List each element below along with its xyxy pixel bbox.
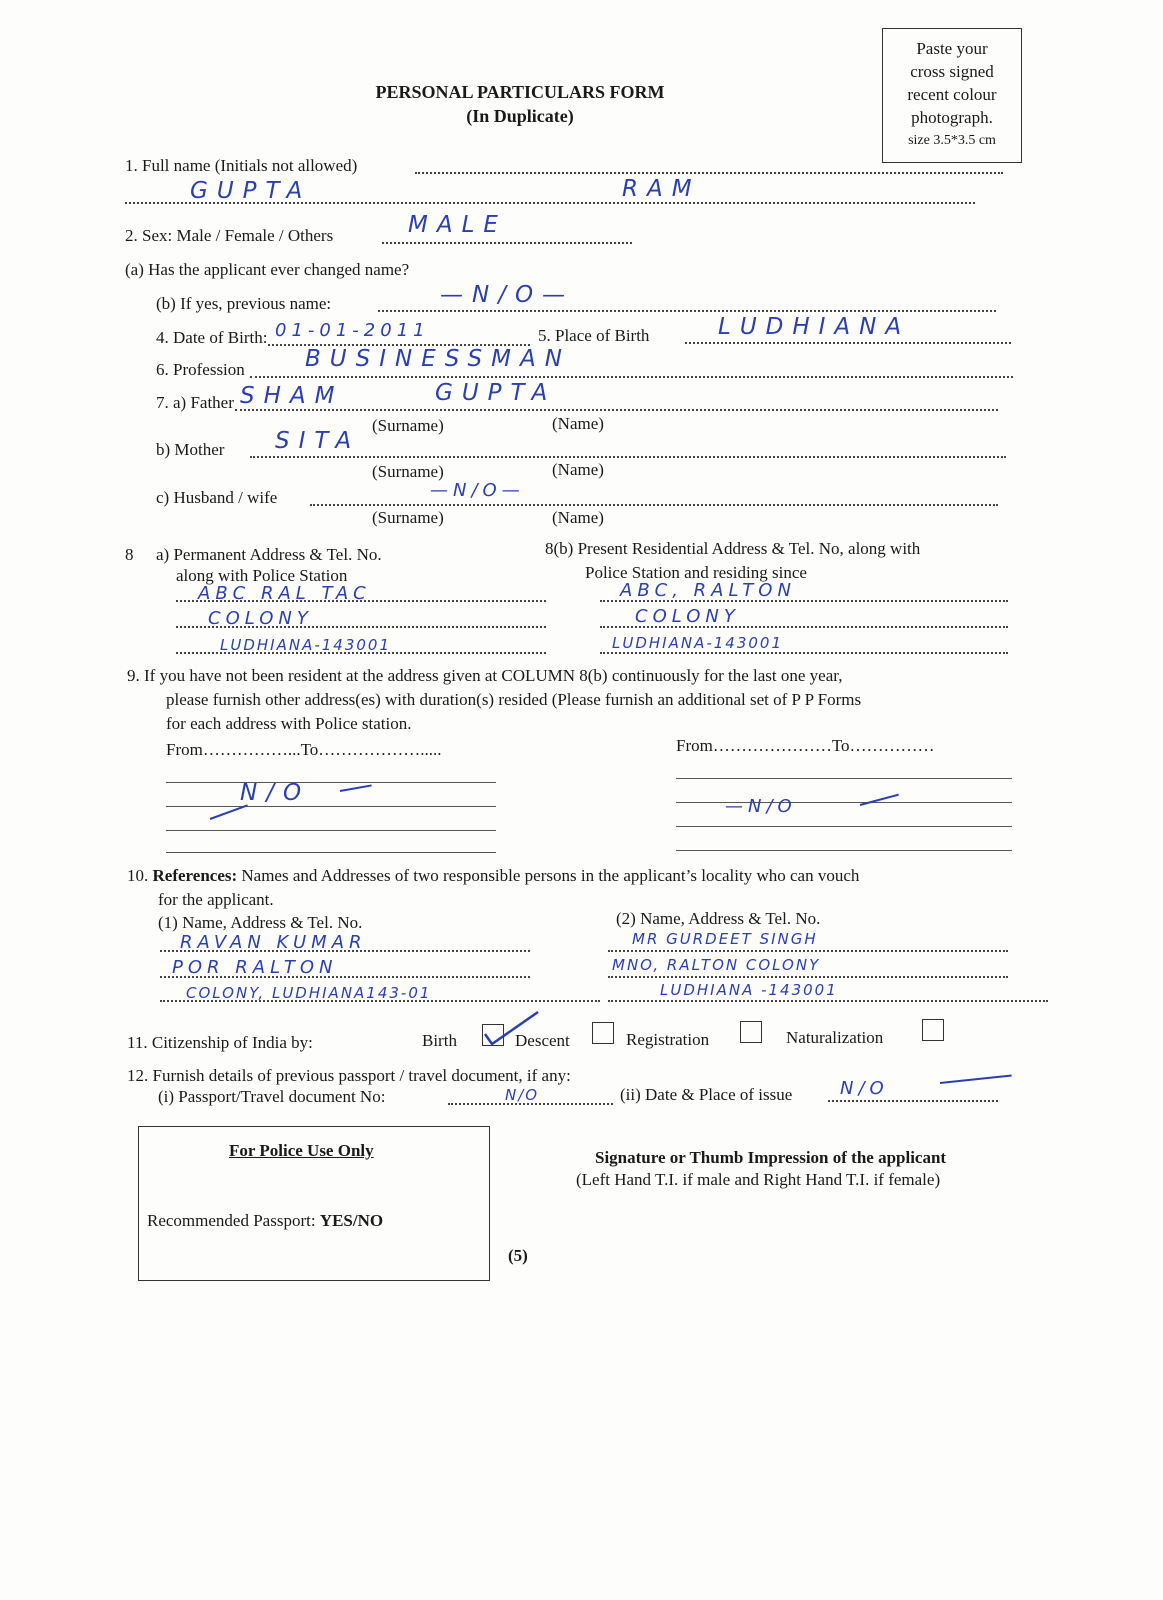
residence-left-tail	[340, 784, 372, 792]
father-name-value[interactable]: GUPTA	[435, 380, 557, 406]
reference-2-label: (2) Name, Address & Tel. No.	[616, 909, 821, 928]
present-address-label-2: Police Station and residing since	[585, 563, 807, 582]
present-address-line-1[interactable]: ABC, RALTON	[620, 580, 796, 601]
reference-1-label: (1) Name, Address & Tel. No.	[158, 913, 363, 932]
reference-2-line-2[interactable]: MNO, RALTON COLONY	[612, 956, 821, 974]
pob-dots	[685, 342, 1011, 344]
residence-right-tail	[860, 794, 899, 806]
res-left-line-3	[166, 830, 496, 831]
citizenship-naturalization-checkbox[interactable]	[922, 1019, 944, 1041]
signature-note: (Left Hand T.I. if male and Right Hand T.I. if female)	[576, 1170, 941, 1189]
profession-dots	[250, 376, 1013, 378]
res-left-line-1	[166, 782, 496, 783]
permanent-address-label: a) Permanent Address & Tel. No.	[156, 545, 382, 564]
res-left-line-2	[166, 806, 496, 807]
previous-name-label: (b) If yes, previous name:	[156, 294, 332, 313]
references-description: Names and Addresses of two responsible persons in the applicant’s locality who can vouch	[237, 866, 860, 885]
pob-value[interactable]: LUDHIANA	[718, 314, 911, 340]
citizenship-option-naturalization: Naturalization	[786, 1028, 884, 1047]
passport-doc-value[interactable]: N/O	[505, 1086, 540, 1104]
present-address-line-2[interactable]: COLONY	[635, 606, 740, 627]
citizenship-descent-checkbox[interactable]	[592, 1022, 614, 1044]
father-surname-caption: (Surname)	[372, 416, 444, 435]
form-subtitle: (In Duplicate)	[466, 106, 574, 126]
photo-line-2: cross signed	[910, 62, 994, 81]
full-name-name-value[interactable]: RAM	[622, 176, 701, 202]
sex-label: 2. Sex: Male / Female / Others	[125, 226, 334, 245]
profession-label: 6. Profession	[156, 360, 245, 379]
permanent-address-line-3[interactable]: LUDHIANA-143001	[220, 636, 392, 654]
sex-dots	[382, 242, 632, 244]
sex-value[interactable]: MALE	[408, 212, 507, 238]
address-number: 8	[125, 545, 134, 564]
recommended-passport-label: Recommended Passport:	[147, 1211, 320, 1230]
permanent-address-line-1[interactable]: ABC RAL TAC	[198, 583, 371, 604]
citizenship-label: 11. Citizenship of India by:	[127, 1033, 313, 1052]
form-title: PERSONAL PARTICULARS FORM	[375, 82, 665, 102]
passport-line-1: 12. Furnish details of previous passport / travel document, if any:	[127, 1066, 571, 1085]
citizenship-option-birth: Birth	[422, 1031, 457, 1050]
reference-1-line-2[interactable]: POR RALTON	[172, 957, 338, 978]
father-surname-value[interactable]: SHAM	[240, 383, 344, 409]
citizenship-option-descent: Descent	[515, 1031, 570, 1050]
dob-label: 4. Date of Birth:	[156, 328, 268, 347]
residence-from-to-right: From…………………To……………	[676, 736, 935, 755]
photo-box	[882, 28, 1022, 163]
passport-date-tail	[940, 1074, 1012, 1084]
citizenship-registration-checkbox[interactable]	[740, 1021, 762, 1043]
residence-line-3: for each address with Police station.	[166, 714, 412, 733]
signature-label: Signature or Thumb Impression of the applicant	[595, 1148, 947, 1167]
dob-value[interactable]: 01-01-2011	[275, 320, 430, 341]
reference-2-line-3[interactable]: LUDHIANA -143001	[660, 981, 838, 999]
references-heading: References:	[152, 866, 238, 885]
pob-label: 5. Place of Birth	[538, 326, 650, 345]
residence-left-value[interactable]: N/O	[240, 780, 311, 806]
residence-line-1: 9. If you have not been resident at the address given at COLUMN 8(b) continuously for the last one year,	[127, 666, 843, 685]
previous-name-value[interactable]: —N/O—	[440, 282, 575, 308]
res-left-line-4	[166, 852, 496, 853]
references-number: 10.	[127, 866, 149, 885]
residence-line-2: please furnish other address(es) with duration(s) resided (Please furnish an additional set of P P Forms	[166, 690, 862, 709]
present-address-label: 8(b) Present Residential Address & Tel. No, along with	[545, 539, 921, 558]
res-right-line-1	[676, 778, 1012, 779]
recommended-passport-value: YES/NO	[319, 1211, 384, 1230]
mother-surname-caption: (Surname)	[372, 462, 444, 481]
father-label: 7. a) Father	[156, 393, 234, 412]
residence-right-value[interactable]: —N/O	[725, 796, 797, 817]
permanent-address-line-2[interactable]: COLONY	[208, 608, 313, 629]
father-name-caption: (Name)	[552, 414, 604, 433]
mother-value[interactable]: SITA	[275, 428, 361, 454]
present-address-line-3[interactable]: LUDHIANA-143001	[612, 634, 784, 652]
reference-1-line-3[interactable]: COLONY, LUDHIANA143-01	[186, 984, 432, 1002]
residence-from-to-left: From……………...To……………….....	[166, 740, 442, 759]
husband-wife-dots	[310, 504, 998, 506]
changed-name-label: (a) Has the applicant ever changed name?	[125, 260, 410, 279]
references-line-2: for the applicant.	[158, 890, 274, 909]
husband-surname-caption: (Surname)	[372, 508, 444, 527]
res-right-line-4	[676, 850, 1012, 851]
res-right-line-3	[676, 826, 1012, 827]
police-use-title: For Police Use Only	[229, 1141, 374, 1160]
previous-name-dots	[378, 310, 996, 312]
husband-wife-value[interactable]: —N/O—	[430, 480, 525, 501]
references-line-1	[127, 866, 859, 886]
mother-name-caption: (Name)	[552, 460, 604, 479]
mother-label: b) Mother	[156, 440, 225, 459]
police-use-box	[138, 1126, 490, 1281]
reference-2-line-1[interactable]: MR GURDEET SINGH	[632, 930, 818, 948]
passport-doc-label: (i) Passport/Travel document No:	[158, 1087, 386, 1106]
passport-date-label: (ii) Date & Place of issue	[620, 1085, 793, 1104]
photo-line-4: photograph.	[911, 108, 993, 127]
page-number: (5)	[508, 1246, 528, 1265]
photo-line-5: size 3.5*3.5 cm	[908, 133, 996, 148]
recommended-passport	[147, 1211, 383, 1231]
full-name-surname-value[interactable]: GUPTA	[190, 178, 312, 204]
profession-value[interactable]: BUSINESSMAN	[305, 346, 571, 372]
mother-dots	[250, 456, 1006, 458]
passport-date-value[interactable]: N/O	[840, 1078, 889, 1099]
reference-1-line-1[interactable]: RAVAN KUMAR	[180, 932, 367, 953]
permanent-address-label-2: along with Police Station	[176, 566, 348, 585]
husband-name-caption: (Name)	[552, 508, 604, 527]
full-name-label: 1. Full name (Initials not allowed)	[125, 156, 358, 175]
husband-wife-label: c) Husband / wife	[156, 488, 278, 507]
full-name-dots	[415, 172, 1003, 174]
citizenship-option-registration: Registration	[626, 1030, 710, 1049]
photo-line-1: Paste your	[916, 39, 988, 58]
father-dots	[235, 409, 998, 411]
photo-line-3: recent colour	[907, 85, 997, 104]
